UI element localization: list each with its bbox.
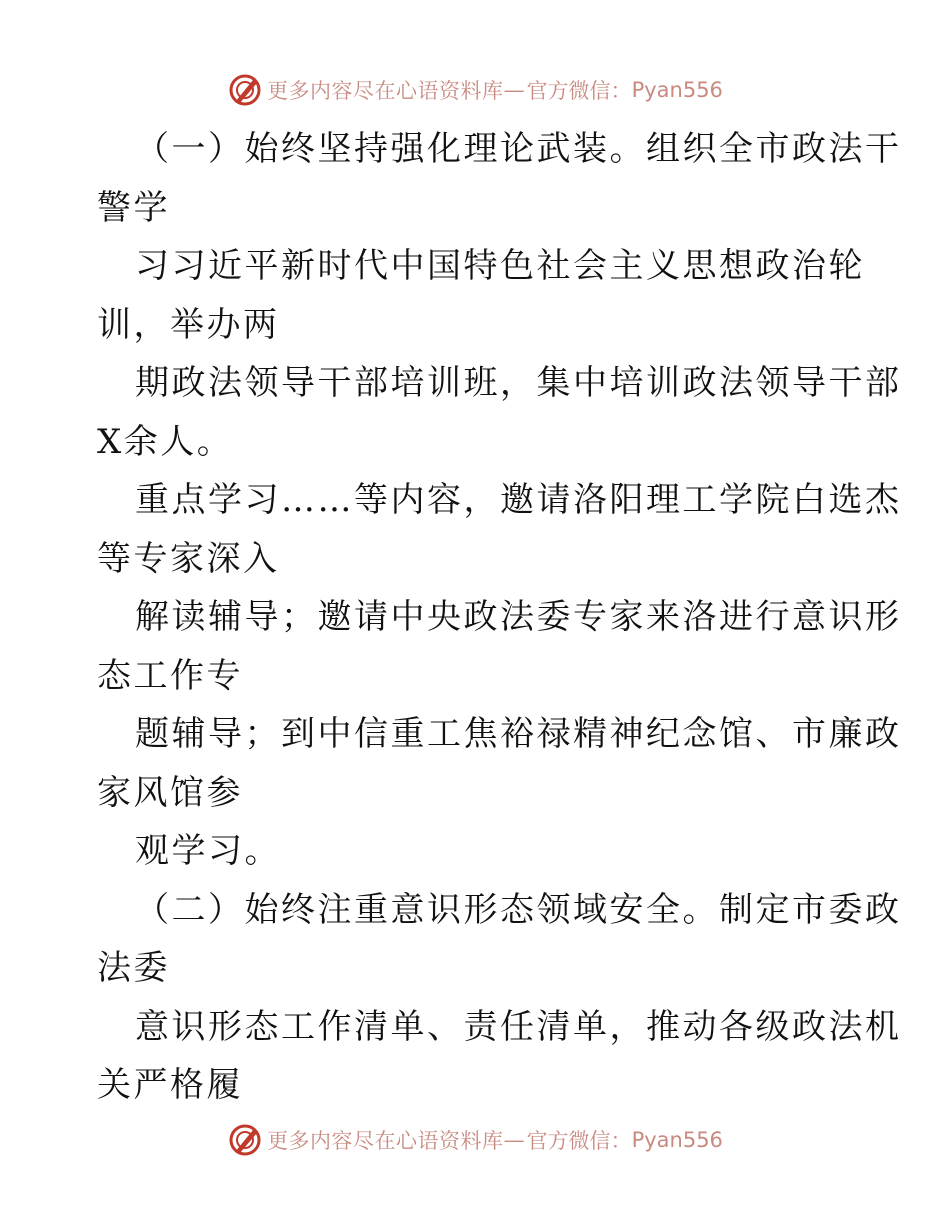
document-body bbox=[97, 120, 902, 1115]
text-line: 态工作专 bbox=[97, 655, 243, 696]
text-line: 法委 bbox=[97, 948, 170, 988]
text-line: 警学 bbox=[97, 187, 170, 228]
banner-wechat-label: 官方微信： bbox=[526, 79, 632, 103]
text-line: 等专家深入 bbox=[97, 538, 280, 579]
text-line: （一）始终坚持强化理论武装。组织全市政法干 bbox=[135, 129, 902, 169]
banner-separator: — bbox=[503, 78, 525, 102]
text-line: 题辅导；到中信重工焦裕禄精神纪念馆、市廉政 bbox=[135, 714, 902, 754]
banner-text: 更多内容尽在心语资料库 bbox=[267, 1129, 504, 1153]
banner-separator: — bbox=[503, 1128, 525, 1152]
text-line: 家风馆参 bbox=[97, 772, 243, 813]
banner-wechat-id: Pyan556 bbox=[631, 1128, 723, 1152]
text-line: 训，举办两 bbox=[97, 304, 280, 345]
text-line: （二）始终注重意识形态领域安全。制定市委政 bbox=[135, 889, 902, 930]
pen-circle-logo-icon bbox=[227, 72, 263, 108]
text-line: 意识形态工作清单、责任清单，推动各级政法机 bbox=[135, 1006, 902, 1047]
text-line: 重点学习……等内容，邀请洛阳理工学院白选杰 bbox=[135, 480, 902, 520]
banner-wechat-id: Pyan556 bbox=[631, 78, 723, 102]
text-line: X余人。 bbox=[97, 421, 234, 462]
text-line: 期政法领导干部培训班，集中培训政法领导干部 bbox=[135, 363, 902, 403]
banner-text: 更多内容尽在心语资料库 bbox=[267, 79, 504, 103]
text-line: 关严格履 bbox=[97, 1065, 243, 1105]
text-line: 观学习。 bbox=[135, 831, 281, 871]
header-watermark-banner bbox=[0, 68, 950, 112]
footer-watermark-banner bbox=[0, 1118, 950, 1162]
text-line: 习习近平新时代中国特色社会主义思想政治轮 bbox=[135, 246, 865, 286]
pen-circle-logo-icon bbox=[227, 1122, 263, 1158]
text-line: 解读辅导；邀请中央政法委专家来洛进行意识形 bbox=[135, 597, 902, 637]
banner-wechat-label: 官方微信： bbox=[526, 1129, 632, 1153]
